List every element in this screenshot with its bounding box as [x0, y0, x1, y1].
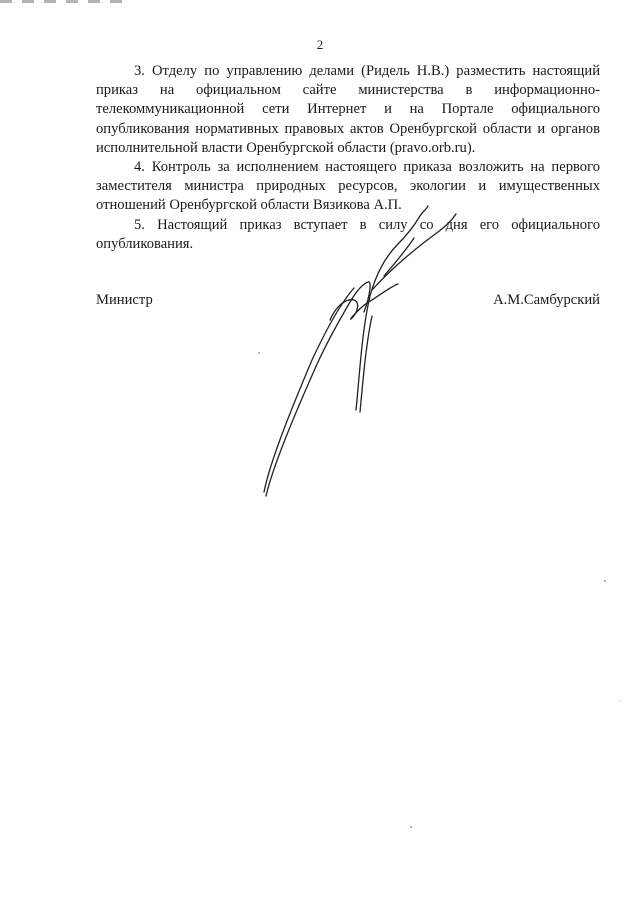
signatory-name: А.М.Самбурский [493, 292, 600, 308]
signatory-title: Министр [96, 292, 153, 308]
scan-speck [410, 826, 412, 828]
scan-speck [604, 580, 606, 582]
paragraph-item-4: 4. Контроль за исполнением настоящего приказа возложить на первого заместителя министра природных ресурсов, экологии и имущественных отношений Оренбургской области Вязикова А.П. [96, 159, 600, 214]
scan-speck [620, 700, 621, 701]
scan-speck [258, 352, 260, 354]
paragraph-item-3: 3. Отделу по управлению делами (Ридель Н.В.) разместить настоящий приказ на официальном сайте министерства в информационно-телекоммуникационной сети Интернет и на Портале официального опубликования нормативных правовых актов Оренбургской области и органов исполнительной власти Оренбургской области (pravo.orb.ru). [96, 63, 600, 156]
paragraph-item-5: 5. Настоящий приказ вступает в силу со дня его официального опубликования. [96, 216, 600, 252]
page-number: 2 [316, 37, 324, 52]
